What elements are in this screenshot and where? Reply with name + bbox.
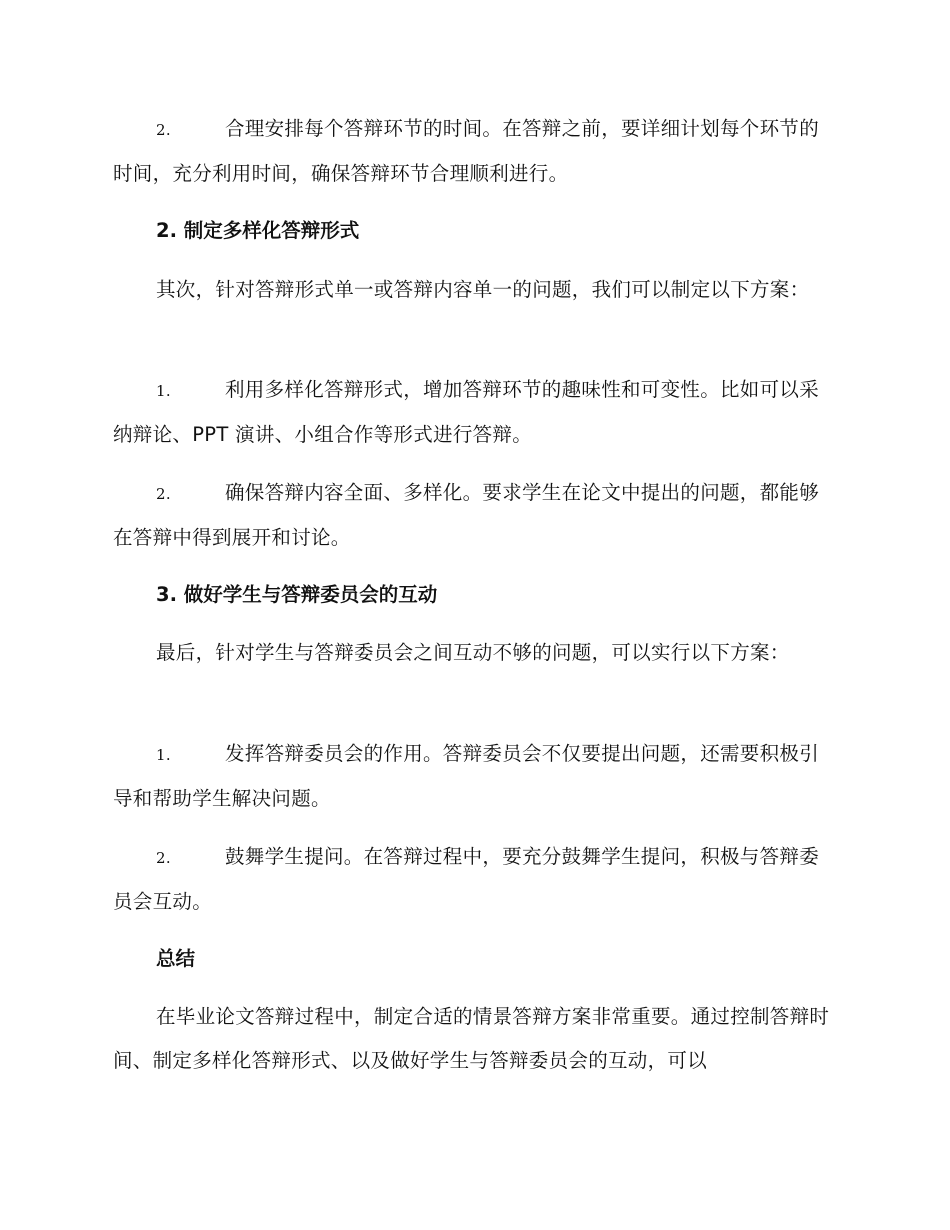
paragraph: 其次，针对答辩形式单一或答辩内容单一的问题，我们可以制定以下方案：: [156, 278, 810, 301]
list-item: [113, 732, 833, 821]
list-number: 1.: [156, 746, 171, 764]
list-item: [113, 835, 833, 924]
list-number: 2.: [156, 485, 171, 503]
paragraph: 最后，针对学生与答辩委员会之间互动不够的问题，可以实行以下方案：: [156, 641, 790, 664]
summary-paragraph: 在毕业论文答辩过程中，制定合适的情景答辩方案非常重要。通过控制答辩时间、制定多样化答辩形式、以及做好学生与答辩委员会的互动，可以: [113, 1005, 830, 1072]
list-number: 2.: [156, 121, 171, 139]
list-number: 1.: [156, 382, 171, 400]
list-text: 鼓舞学生提问。在答辩过程中，要充分鼓舞学生提问，积极与答辩委员会互动。: [113, 845, 820, 913]
list-item: [113, 107, 833, 196]
section-heading: 3. 做好学生与答辩委员会的互动: [156, 583, 438, 606]
list-item: [113, 471, 833, 560]
list-text: 确保答辩内容全面、多样化。要求学生在论文中提出的问题，都能够在答辩中得到展开和讨论。: [113, 481, 820, 549]
list-item: [113, 368, 833, 457]
list-text: 发挥答辩委员会的作用。答辩委员会不仅要提出问题，还需要积极引导和帮助学生解决问题。: [113, 742, 820, 810]
list-text: 合理安排每个答辩环节的时间。在答辩之前，要详细计划每个环节的时间，充分利用时间，确保答辩环节合理顺利进行。: [113, 117, 820, 185]
summary-heading: 总结: [156, 947, 196, 970]
list-text: 利用多样化答辩形式，增加答辩环节的趣味性和可变性。比如可以采纳辩论、PPT 演讲、小组合作等形式进行答辩。: [113, 378, 820, 446]
list-number: 2.: [156, 849, 171, 867]
section-heading: 2. 制定多样化答辩形式: [156, 219, 360, 242]
